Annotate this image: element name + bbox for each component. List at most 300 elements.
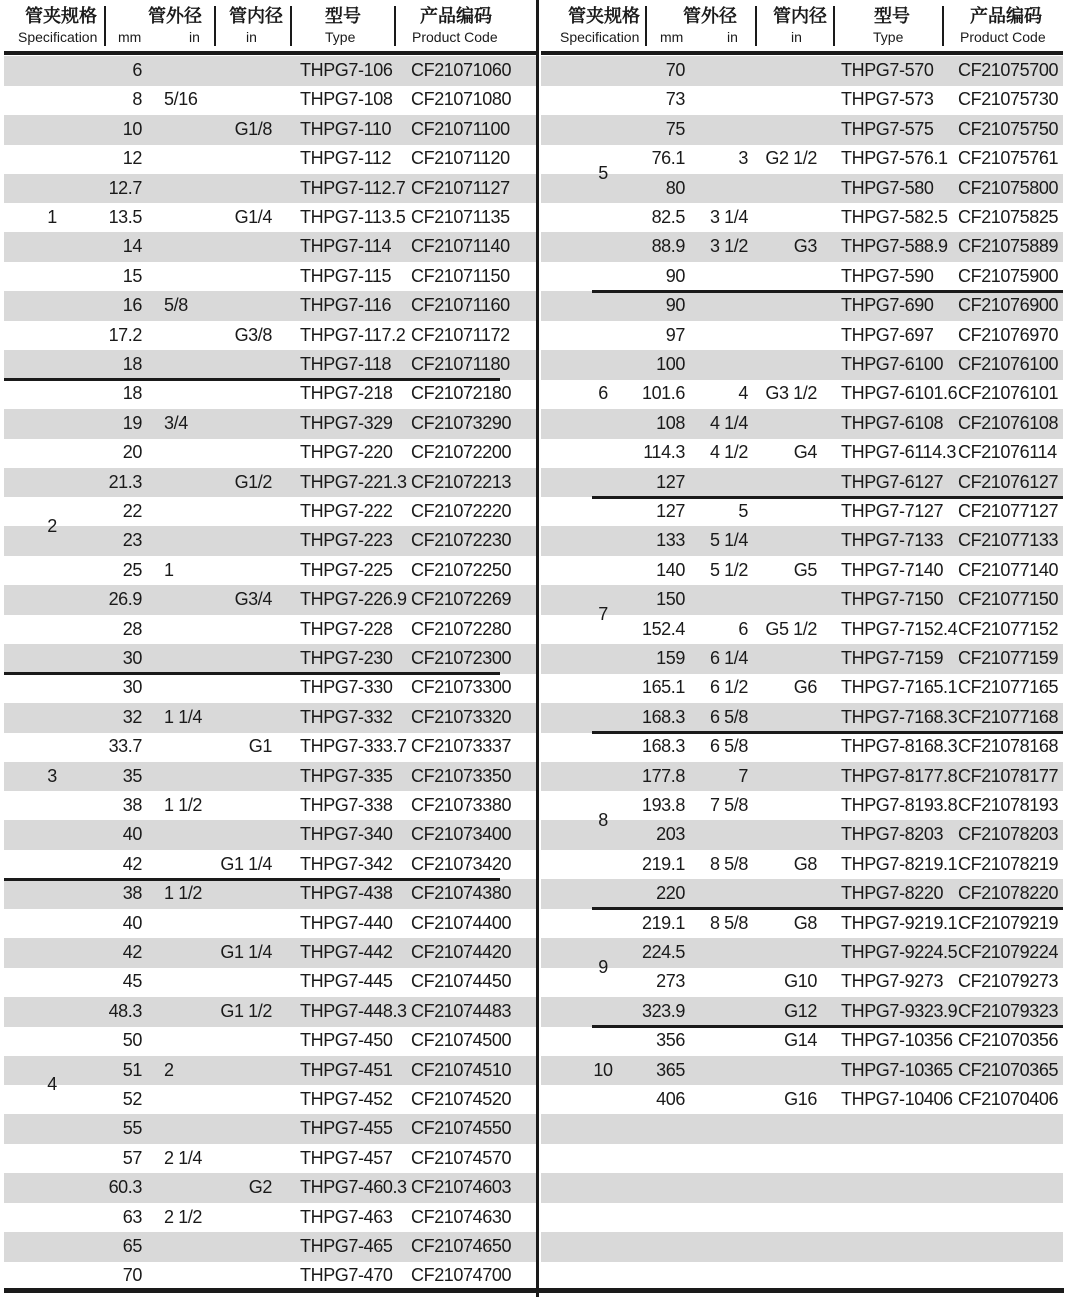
cell-type: THPG7-570 [841,60,934,80]
cell-id-inch: G3/4 [234,589,272,610]
cell-id-inch: G4 [793,442,817,463]
cell-od-mm: 168.3 [641,706,685,727]
cell-od-inch: 5/16 [164,89,198,110]
spec-group-label: 9 [598,956,608,977]
header-divider [833,6,835,46]
cell-type: THPG7-110 [300,118,392,139]
cell-type: THPG7-697 [841,324,934,345]
cell-type: THPG7-225 [300,559,393,580]
group-divider [4,878,500,881]
cell-od-inch: 8 5/8 [709,853,748,874]
cell-product-code: CF21074500 [411,1030,512,1051]
group-divider [592,907,1063,910]
cell-product-code: CF21074603 [411,1177,512,1198]
cell-od-mm: 35 [122,765,142,786]
cell-od-mm: 82.5 [651,207,685,227]
cell-product-code: CF21071060 [411,60,512,80]
cell-od-mm: 220 [656,883,685,904]
cell-product-code: CF21079323 [958,1000,1059,1021]
cell-product-code: CF21074520 [411,1089,512,1109]
cell-od-mm: 10 [122,118,142,139]
header-type-en-left: Type [325,29,356,45]
cell-od-inch: 1 1/2 [164,883,203,904]
cell-type: THPG7-9323.9 [841,1000,958,1021]
cell-od-mm: 45 [122,971,142,992]
cell-od-mm: 150 [656,589,685,610]
cell-product-code: CF21077150 [958,589,1059,610]
cell-id-inch: G3 [793,236,817,257]
cell-od-mm: 365 [656,1059,685,1080]
cell-od-inch: 6 [738,618,748,639]
cell-type: THPG7-335 [300,765,393,786]
cell-od-mm: 100 [656,354,685,374]
header-id-in-left: in [246,29,257,45]
cell-id-inch: G1 1/4 [220,942,272,962]
cell-type: THPG7-329 [300,412,393,433]
cell-type: THPG7-330 [300,677,393,698]
cell-product-code: CF21076108 [958,412,1059,433]
cell-type: THPG7-8193.8 [841,795,958,815]
cell-product-code: CF21072250 [411,559,512,580]
header-id-cn-left: 管内径 [229,6,283,26]
cell-type: THPG7-451 [300,1059,393,1080]
cell-type: THPG7-7152.4 [841,618,958,639]
cell-type: THPG7-690 [841,295,934,316]
cell-id-inch: G14 [784,1030,817,1051]
cell-type: THPG7-6127 [841,471,944,492]
cell-product-code: CF21075889 [958,236,1059,257]
cell-product-code: CF21078168 [958,736,1059,757]
cell-od-inch: 5 1/4 [709,530,748,551]
cell-product-code: CF21073420 [411,853,512,874]
cell-product-code: CF21070356 [958,1030,1059,1051]
cell-id-inch: G2 1/2 [765,148,817,169]
cell-od-mm: 114.3 [643,442,685,463]
header-mm-left: mm [118,29,142,45]
cell-type: THPG7-590 [841,265,934,286]
cell-od-inch: 5 [738,501,748,521]
cell-od-mm: 101.6 [641,383,685,404]
header-divider [942,6,944,46]
cell-type: THPG7-8203 [841,824,944,845]
spec-group-label: 5 [598,162,608,183]
cell-od-mm: 90 [665,265,685,286]
cell-product-code: CF21072300 [411,648,512,668]
cell-type: THPG7-332 [300,706,393,727]
group-divider [4,672,500,675]
header-spec-cn-left: 管夹规格 [25,6,97,26]
cell-od-mm: 73 [665,89,685,110]
cell-product-code: CF21074630 [411,1206,512,1227]
cell-od-mm: 20 [122,442,142,463]
cell-type: THPG7-573 [841,89,934,110]
cell-od-mm: 19 [122,412,142,433]
cell-type: THPG7-228 [300,618,393,639]
cell-od-inch: 3 1/2 [709,236,748,257]
header-rule-left [4,51,536,55]
cell-type: THPG7-580 [841,177,934,198]
cell-product-code: CF21071140 [411,236,510,257]
cell-od-mm: 17.2 [108,324,142,345]
cell-product-code: CF21077152 [958,618,1059,639]
cell-type: THPG7-6100 [841,354,944,374]
cell-od-mm: 8 [132,89,142,110]
cell-product-code: CF21075800 [958,177,1059,198]
cell-product-code: CF21072280 [411,618,512,639]
cell-od-mm: 88.9 [651,236,685,257]
cell-type: THPG7-457 [300,1147,393,1168]
cell-od-mm: 13.5 [108,207,142,227]
cell-product-code: CF21076100 [958,354,1059,374]
cell-product-code: CF21076127 [958,471,1059,492]
cell-type: THPG7-220 [300,442,393,463]
cell-od-mm: 219.1 [641,853,685,874]
cell-od-inch: 6 1/4 [709,648,748,668]
cell-type: THPG7-7140 [841,559,944,580]
cell-od-mm: 152.4 [641,618,685,639]
cell-od-mm: 32 [122,706,142,727]
cell-type: THPG7-6114.3 [841,442,956,463]
cell-product-code: CF21074550 [411,1118,512,1139]
center-divider [536,0,539,1297]
cell-id-inch: G8 [793,912,817,933]
cell-product-code: CF21074510 [411,1059,512,1080]
cell-od-mm: 12.7 [108,177,142,198]
cell-type: THPG7-114 [300,236,392,257]
cell-od-mm: 60.3 [108,1177,142,1198]
cell-od-mm: 21.3 [108,471,142,492]
header-od-cn-left: 管外径 [148,6,202,26]
cell-od-mm: 15 [122,265,142,286]
cell-od-inch: 2 1/4 [164,1147,203,1168]
cell-od-mm: 133 [656,530,685,551]
cell-id-inch: G1/8 [234,118,272,139]
cell-od-inch: 4 1/2 [709,442,748,463]
cell-od-mm: 127 [656,471,685,492]
cell-od-mm: 177.8 [641,765,685,786]
cell-od-mm: 127 [656,501,685,521]
cell-product-code: CF21073290 [411,412,512,433]
cell-product-code: CF21077127 [958,501,1059,521]
cell-type: THPG7-222 [300,501,393,521]
header-mm-right: mm [660,29,684,45]
cell-type: THPG7-7133 [841,530,944,551]
cell-type: THPG7-8219.1 [841,853,958,874]
cell-type: THPG7-117.2 [300,324,406,345]
cell-od-mm: 38 [122,795,142,815]
cell-od-inch: 5 1/2 [709,559,748,580]
cell-product-code: CF21071180 [411,354,510,374]
cell-od-mm: 16 [122,295,142,316]
cell-product-code: CF21076114 [958,442,1057,463]
header-type-cn-right: 型号 [874,6,910,26]
cell-product-code: CF21079273 [958,971,1059,992]
cell-od-mm: 65 [122,1236,142,1256]
spec-group-label: 4 [47,1074,57,1095]
cell-od-mm: 51 [122,1059,142,1080]
cell-type: THPG7-576.1 [841,148,948,169]
cell-type: THPG7-6108 [841,412,944,433]
group-divider [592,290,1063,293]
cell-product-code: CF21076970 [958,324,1059,345]
cell-type: THPG7-338 [300,795,393,815]
cell-type: THPG7-230 [300,648,393,668]
cell-od-inch: 3 1/4 [709,207,748,227]
cell-od-mm: 224.5 [641,942,685,962]
cell-product-code: CF21077165 [958,677,1059,698]
cell-product-code: CF21075750 [958,118,1059,139]
cell-type: THPG7-115 [300,265,392,286]
cell-id-inch: G1 [248,736,272,757]
header-divider [755,6,757,46]
cell-od-inch: 7 [738,765,748,786]
cell-type: THPG7-116 [300,295,392,316]
cell-product-code: CF21073350 [411,765,512,786]
header-type-en-right: Type [873,29,904,45]
header-type-cn-left: 型号 [325,6,361,26]
cell-od-mm: 168.3 [641,736,685,757]
cell-product-code: CF21071100 [411,118,510,139]
header-code-en-left: Product Code [412,29,498,45]
cell-od-mm: 273 [656,971,685,992]
cell-product-code: CF21071135 [411,207,510,227]
cell-product-code: CF21071172 [411,324,510,345]
group-divider [592,496,1063,499]
cell-product-code: CF21073380 [411,795,512,815]
cell-type: THPG7-7150 [841,589,944,610]
cell-type: THPG7-452 [300,1089,393,1109]
cell-od-mm: 356 [656,1030,685,1051]
cell-type: THPG7-223 [300,530,393,551]
cell-od-mm: 40 [122,824,142,845]
header-code-en-right: Product Code [960,29,1046,45]
cell-od-mm: 108 [656,412,685,433]
cell-od-mm: 38 [122,883,142,904]
header-divider [104,6,106,46]
cell-od-mm: 30 [122,677,142,698]
bottom-rule [4,1288,1064,1293]
cell-od-mm: 75 [665,118,685,139]
cell-product-code: CF21074650 [411,1236,512,1256]
cell-id-inch: G6 [793,677,817,698]
cell-od-inch: 1 1/4 [164,706,203,727]
cell-type: THPG7-460.3 [300,1177,407,1198]
cell-od-mm: 14 [122,236,142,257]
cell-type: THPG7-440 [300,912,393,933]
header-in-left: in [189,29,200,45]
cell-product-code: CF21071160 [411,295,510,316]
cell-type: THPG7-10365 [841,1059,953,1080]
cell-product-code: CF21075825 [958,207,1059,227]
cell-od-mm: 406 [656,1089,685,1109]
cell-id-inch: G5 1/2 [765,618,817,639]
cell-od-mm: 28 [122,618,142,639]
cell-product-code: CF21072180 [411,383,512,404]
spec-group-label: 8 [598,809,608,830]
cell-product-code: CF21072220 [411,501,512,521]
cell-product-code: CF21071120 [411,148,510,169]
cell-id-inch: G8 [793,853,817,874]
cell-od-mm: 26.9 [108,589,142,610]
cell-type: THPG7-463 [300,1206,393,1227]
cell-od-inch: 1 1/2 [164,795,203,815]
cell-type: THPG7-226.9 [300,589,407,610]
cell-id-inch: G1 1/4 [220,853,272,874]
header-in-right: in [727,29,738,45]
header-code-cn-left: 产品编码 [420,6,492,26]
cell-type: THPG7-333.7 [300,736,407,757]
cell-id-inch: G1/2 [234,471,272,492]
cell-type: THPG7-7159 [841,648,944,668]
cell-type: THPG7-7127 [841,501,944,521]
cell-product-code: CF21073337 [411,736,512,757]
cell-od-inch: 4 [738,383,748,404]
header-id-in-right: in [791,29,802,45]
cell-type: THPG7-106 [300,60,393,80]
cell-product-code: CF21074483 [411,1000,512,1021]
cell-id-inch: G10 [784,971,817,992]
cell-od-mm: 70 [665,60,685,80]
cell-od-inch: 6 1/2 [709,677,748,698]
cell-product-code: CF21072269 [411,589,512,610]
cell-od-mm: 63 [122,1206,142,1227]
cell-product-code: CF21074380 [411,883,512,904]
cell-type: THPG7-108 [300,89,393,110]
cell-od-mm: 97 [665,324,685,345]
cell-product-code: CF21078193 [958,795,1059,815]
cell-product-code: CF21073400 [411,824,512,845]
cell-product-code: CF21074570 [411,1147,512,1168]
cell-od-inch: 7 5/8 [709,795,748,815]
cell-od-mm: 48.3 [108,1000,142,1021]
cell-type: THPG7-10356 [841,1030,953,1051]
cell-product-code: CF21074700 [411,1265,512,1286]
cell-type: THPG7-588.9 [841,236,948,257]
cell-od-mm: 18 [122,383,142,404]
header-divider [394,6,396,46]
cell-od-inch: 1 [164,559,174,580]
cell-product-code: CF21077159 [958,648,1059,668]
cell-product-code: CF21075700 [958,60,1059,80]
cell-product-code: CF21074450 [411,971,512,992]
cell-od-inch: 4 1/4 [709,412,748,433]
cell-product-code: CF21072200 [411,442,512,463]
cell-od-mm: 22 [122,501,142,521]
cell-id-inch: G3/8 [234,324,272,345]
cell-od-mm: 140 [656,559,685,580]
cell-od-mm: 70 [122,1265,142,1286]
row-stripe [541,1173,1063,1203]
cell-od-mm: 165.1 [641,677,685,698]
cell-product-code: CF21075900 [958,265,1059,286]
header-od-cn-right: 管外径 [683,6,737,26]
cell-od-inch: 5/8 [164,295,188,316]
spec-group-label: 2 [47,515,57,536]
cell-od-mm: 23 [122,530,142,551]
cell-od-mm: 159 [656,648,685,668]
cell-od-mm: 80 [665,177,685,198]
cell-od-inch: 3/4 [164,412,188,433]
header-rule-right [541,51,1063,55]
cell-product-code: CF21074400 [411,912,512,933]
cell-product-code: CF21077168 [958,706,1059,727]
header-divider [214,6,216,46]
cell-type: THPG7-8177.8 [841,765,958,786]
cell-product-code: CF21078203 [958,824,1059,845]
cell-product-code: CF21078219 [958,853,1059,874]
cell-product-code: CF21078177 [958,765,1059,786]
cell-product-code: CF21074420 [411,942,512,962]
cell-product-code: CF21075730 [958,89,1059,110]
spec-group-label: 10 [593,1059,613,1080]
cell-od-mm: 12 [122,148,142,169]
cell-product-code: CF21071127 [411,177,510,198]
cell-type: THPG7-8168.3 [841,736,958,757]
cell-od-mm: 52 [122,1089,142,1109]
cell-type: THPG7-582.5 [841,207,948,227]
cell-id-inch: G1/4 [234,207,272,227]
cell-product-code: CF21070406 [958,1089,1059,1109]
cell-type: THPG7-8220 [841,883,944,904]
cell-od-mm: 203 [656,824,685,845]
cell-product-code: CF21073300 [411,677,512,698]
cell-product-code: CF21077140 [958,559,1059,580]
cell-od-inch: 6 5/8 [709,706,748,727]
cell-id-inch: G16 [784,1089,817,1109]
cell-type: THPG7-445 [300,971,393,992]
cell-od-mm: 25 [122,559,142,580]
cell-type: THPG7-340 [300,824,393,845]
cell-type: THPG7-7165.1 [841,677,958,698]
cell-type: THPG7-9219.1 [841,912,958,933]
cell-product-code: CF21079219 [958,912,1059,933]
cell-product-code: CF21071080 [411,89,512,110]
cell-id-inch: G2 [248,1177,272,1198]
cell-type: THPG7-442 [300,942,393,962]
spec-group-label: 1 [47,207,57,227]
group-divider [592,1025,1063,1028]
cell-od-inch: 6 5/8 [709,736,748,757]
header-divider [290,6,292,46]
cell-product-code: CF21077133 [958,530,1059,551]
cell-type: THPG7-575 [841,118,934,139]
cell-type: THPG7-113.5 [300,207,406,227]
cell-od-mm: 55 [122,1118,142,1139]
cell-product-code: CF21078220 [958,883,1059,904]
cell-type: THPG7-342 [300,853,393,874]
cell-type: THPG7-9273 [841,971,944,992]
spec-group-label: 7 [598,603,608,624]
cell-od-mm: 323.9 [641,1000,685,1021]
group-divider [4,378,500,381]
header-id-cn-right: 管内径 [773,6,827,26]
cell-type: THPG7-118 [300,354,392,374]
header-code-cn-right: 产品编码 [970,6,1042,26]
cell-type: THPG7-465 [300,1236,393,1256]
cell-type: THPG7-6101.6 [841,383,958,404]
cell-product-code: CF21072230 [411,530,512,551]
header-spec-en-right: Specification [560,29,640,45]
cell-product-code: CF21076900 [958,295,1059,316]
cell-od-mm: 6 [132,60,142,80]
cell-od-inch: 2 [164,1059,174,1080]
cell-product-code: CF21076101 [958,383,1059,404]
cell-type: THPG7-7168.3 [841,706,958,727]
row-stripe [541,1232,1063,1262]
cell-id-inch: G12 [784,1000,817,1021]
cell-od-mm: 18 [122,354,142,374]
cell-od-inch: 8 5/8 [709,912,748,933]
